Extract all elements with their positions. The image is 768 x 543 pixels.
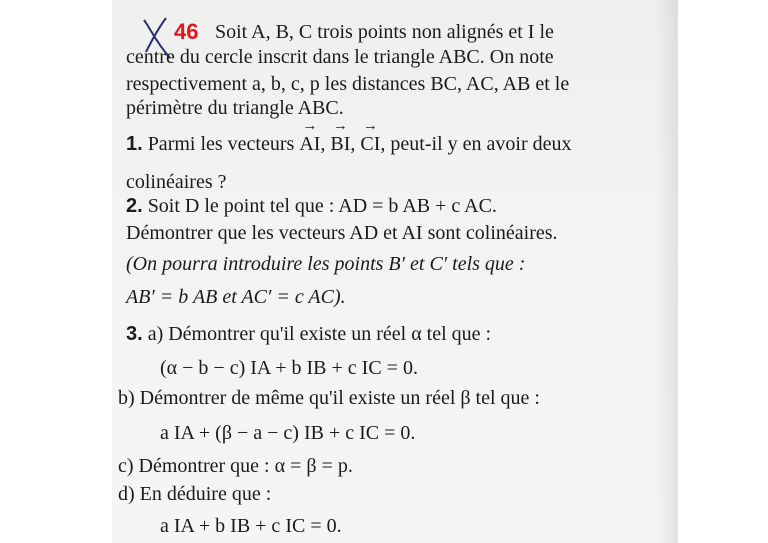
question-1-label: 1. [126,133,143,155]
question-2-equation: AD = b AB + c AC. [338,195,497,217]
question-1-line-2: colinéaires ? [126,171,227,193]
vector-ai: → AI [299,132,320,156]
vector-bi: → BI [330,132,350,156]
question-3a-text: a) Démontrer qu'il existe un réel α tel que : [147,323,492,345]
vector-ci: → CI [360,132,380,156]
question-1-text: Parmi les vecteurs [147,133,295,155]
question-1-text-end: , peut-il y en avoir deux [380,133,572,155]
statement-line-4: périmètre du triangle ABC. [126,97,344,119]
question-2-text: Soit D le point tel que : [147,195,335,217]
question-3a-equation: (α − b − c) IA + b IB + c IC = 0. [160,357,418,379]
question-2-hint-1: (On pourra introduire les points B′ et C′ tels que : [126,253,526,275]
page-fold-shadow [655,0,678,543]
question-2-label: 2. [126,195,143,217]
question-2-hint-2: AB′ = b AB et AC′ = c AC). [126,286,346,308]
question-3-label: 3. [126,323,143,345]
question-2 [126,194,497,218]
question-2-line-2: Démontrer que les vecteurs AD et AI sont colinéaires. [126,222,558,244]
question-3c-text: c) Démontrer que : α = β = p. [118,455,353,477]
exercise-number: 46 [174,19,199,44]
statement-line-2: centre du cercle inscrit dans le triangle ABC. On note [126,46,554,68]
statement-line-3: respectivement a, b, c, p les distances BC, AC, AB et le [126,73,570,95]
question-3 [126,322,491,346]
question-3b-equation: a IA + (β − a − c) IB + c IC = 0. [160,422,416,444]
question-1: 1. Parmi les vecteurs → AI, → BI, → CI, peut-il y en avoir deux [126,132,571,156]
question-3d-equation: a IA + b IB + c IC = 0. [160,515,342,537]
question-3b-text: b) Démontrer de même qu'il existe un réel β tel que : [118,387,540,409]
question-3d-text: d) En déduire que : [118,483,272,505]
statement-line-1: Soit A, B, C trois points non alignés et I le [215,21,554,43]
